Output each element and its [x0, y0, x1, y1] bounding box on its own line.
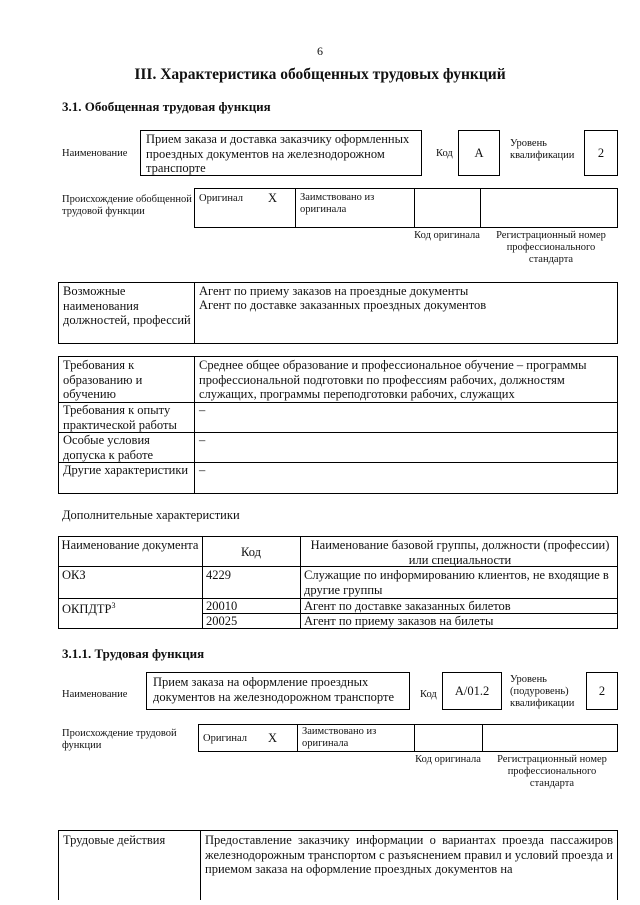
tf-actions-value: Предоставление заказчику информации о вариантах проезда пассажиров железнодорожным транспортом с разъяснением правил и условий проезда и приемом заказа на оформление проездных документов на: [205, 833, 613, 876]
tf-original-mark: X: [268, 731, 278, 745]
table-row-code: 20010: [206, 599, 238, 613]
req-experience-label: Требования к опыту практической работы: [63, 403, 177, 432]
req-conditions-label: Особые условия допуска к работе: [63, 433, 154, 462]
gtf-name-label: Наименование: [62, 148, 128, 159]
tf-reg-number-label: Регистрационный номер профессионального стандарта: [497, 754, 607, 789]
tf-heading: 3.1.1. Трудовая функция: [62, 646, 205, 661]
tf-name-label: Наименование: [62, 689, 128, 700]
gtf-original-label: Оригинал: [199, 193, 243, 204]
tf-code-value: A/01.2: [442, 672, 502, 710]
gtf-reg-number-label: Регистрационный номер профессионального стандарта: [496, 230, 606, 265]
tf-code-original-label: Код оригинала: [415, 754, 481, 765]
gtf-code-value: A: [458, 130, 500, 176]
gtf-name-value: Прием заказа и доставка заказчику оформленных проездных документов на железнодорожном транспорте: [140, 130, 422, 176]
tf-actions-label: Трудовые действия: [63, 833, 166, 847]
req-conditions-value: –: [199, 433, 206, 447]
gtf-original-mark: X: [268, 191, 278, 205]
req-other-value: –: [199, 463, 206, 477]
table-row-doc: ОКПДТР$^3$: [62, 601, 116, 617]
additional-header-code: Код: [241, 545, 261, 559]
additional-title: Дополнительные характеристики: [62, 508, 240, 522]
tf-name-value: Прием заказа на оформление проездных документов на железнодорожном транспорте: [146, 672, 410, 710]
possible-name-item: Агент по доставке заказанных проездных документов: [199, 298, 487, 312]
tf-origin-label: Происхождение трудовой функции: [62, 728, 177, 751]
table-row-name: Служащие по информированию клиентов, не входящие в другие группы: [304, 568, 609, 597]
tf-code-label: Код: [420, 689, 437, 700]
table-row-name: Агент по приему заказов на билеты: [304, 614, 494, 628]
req-experience-value: –: [199, 403, 206, 417]
tf-original-label: Оригинал: [203, 733, 247, 744]
gtf-level-value: 2: [584, 130, 618, 176]
tf-borrowed-label: Заимствовано из оригинала: [302, 726, 377, 749]
gtf-level-label: Уровень квалификации: [510, 138, 575, 161]
req-education-label: Требования к образованию и обучению: [63, 358, 143, 401]
possible-names-label: Возможные наименования должностей, профессий: [63, 284, 191, 327]
page-number: 6: [317, 44, 323, 58]
possible-name-item: Агент по приему заказов на проездные документы: [199, 284, 469, 298]
section-title: III. Характеристика обобщенных трудовых функций: [134, 66, 506, 83]
table-row-doc: ОКЗ: [62, 568, 86, 582]
req-education-value: Среднее общее образование и профессиональное обучение – программы профессиональной подготовки по профессиям рабочих, должностям служащих, программы переподготовки рабочих, служащих: [199, 358, 587, 401]
tf-level-label: Уровень (подуровень) квалификации: [510, 674, 575, 709]
gtf-heading: 3.1. Обобщенная трудовая функция: [62, 99, 271, 114]
additional-header-name: Наименование базовой группы, должности (профессии) или специальности: [310, 538, 610, 567]
table-row-code: 20025: [206, 614, 238, 628]
req-other-label: Другие характеристики: [63, 463, 189, 477]
gtf-code-original-label: Код оригинала: [414, 230, 480, 241]
table-row-name: Агент по доставке заказанных билетов: [304, 599, 511, 613]
gtf-code-label: Код: [436, 148, 453, 159]
tf-level-value: 2: [586, 672, 618, 710]
gtf-borrowed-label: Заимствовано из оригинала: [300, 192, 375, 215]
table-row-code: 4229: [206, 568, 231, 582]
additional-header-doc: Наименование документа: [61, 538, 199, 552]
gtf-origin-label: Происхождение обобщенной трудовой функции: [62, 194, 192, 217]
